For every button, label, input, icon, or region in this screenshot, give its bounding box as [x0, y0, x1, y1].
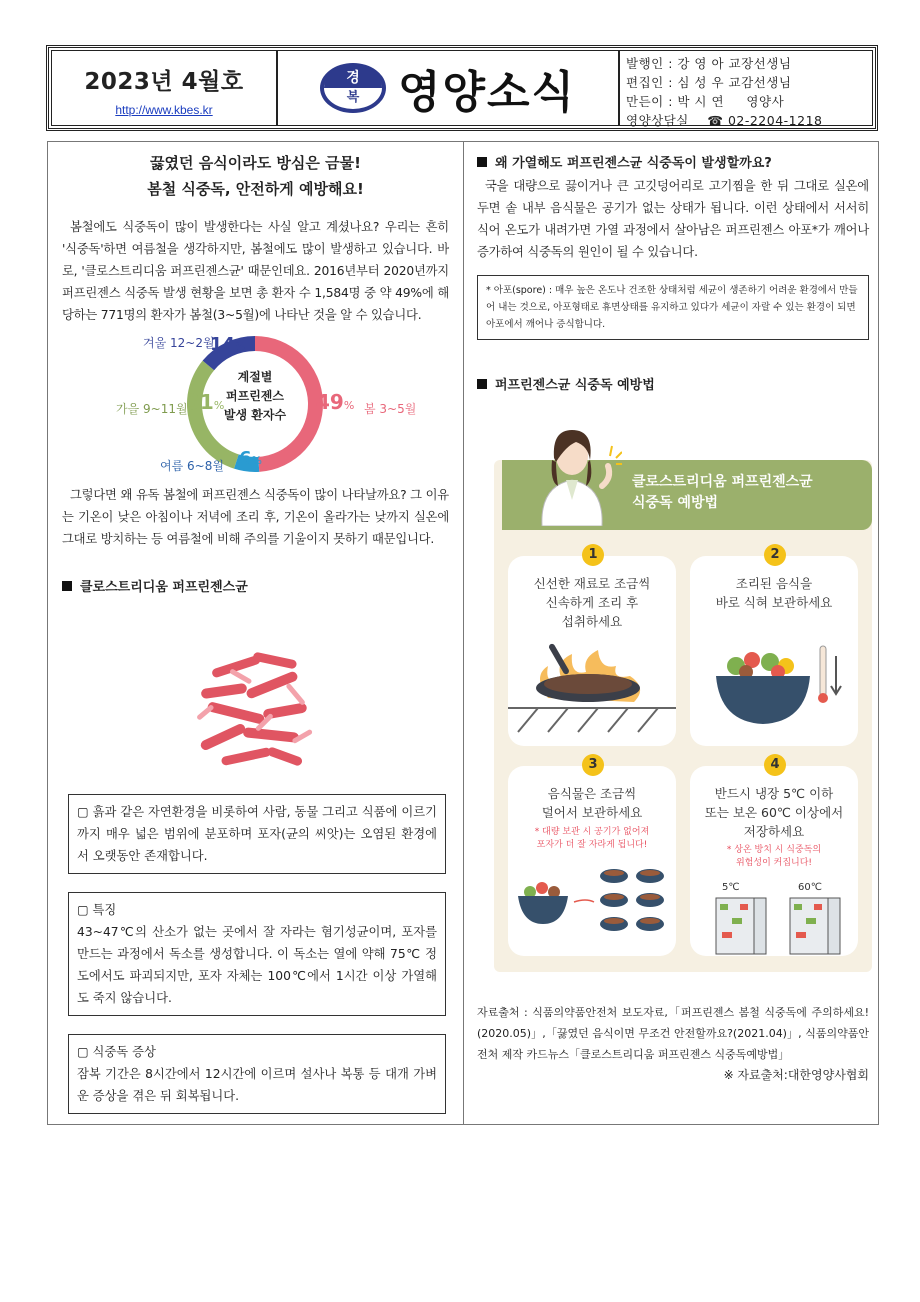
- why-paragraph: 그렇다면 왜 유독 봄철에 퍼프린젠스 식중독이 많이 나타날까요? 그 이유는 기온이 낮은 아침이나 저녁에 조리 후, 기온이 올라가는 낮까지 실온에 그대로 방치하는 등 여름철에 비해 주의를 기울이지 못하기 때문입니다.: [62, 488, 449, 546]
- tip-3-note-line-1: * 대량 보관 시 공기가 없어져: [534, 827, 650, 837]
- bacteria-illustration: [193, 648, 323, 778]
- bacteria-section-title-text: 클로스트리디움 퍼프린젠스균: [80, 580, 248, 595]
- winter-pct-unit: %: [235, 340, 246, 353]
- tip-1-line-2: 신속하게 조리 후: [545, 595, 639, 610]
- headline-line-2: 봄철 식중독, 안전하게 예방해요!: [147, 180, 364, 198]
- tip-2-line-1: 조리된 음식을: [735, 576, 813, 591]
- tip-4-line-2: 또는 보온 60℃ 이상에서: [704, 805, 844, 820]
- issue-date: 2023년 4월호: [84, 69, 244, 95]
- right-column: [477, 142, 869, 1082]
- tip-4-note-line-1: * 상온 방치 시 식중독의: [726, 845, 822, 855]
- logo-top-text: 경: [324, 67, 382, 88]
- tip-2-text: [690, 574, 858, 612]
- autumn-label: 가을 9~11월: [116, 402, 188, 416]
- autumn-pct-unit: %: [213, 399, 225, 412]
- newsletter-title: 영양소식: [397, 67, 576, 118]
- donut-center-line-3: 발생 환자수: [223, 408, 287, 422]
- tip-3-card: [508, 757, 676, 956]
- characteristics-title: ▢ 특징: [77, 903, 117, 917]
- summer-pct-unit: %: [251, 454, 262, 467]
- spring-label: 봄 3~5월: [364, 402, 417, 416]
- logo-bottom-text: 복: [346, 90, 360, 105]
- summer-pct-value: 6: [239, 448, 252, 469]
- hot-temp-label: 60℃: [798, 882, 822, 893]
- tip-3-note: [508, 826, 676, 852]
- heating-section-title: [477, 152, 869, 171]
- column-divider: [463, 142, 464, 1124]
- tip-2-number: 2: [764, 544, 786, 566]
- autumn-pct: [186, 390, 224, 414]
- tip-1-card: [508, 547, 676, 746]
- maker-line: 만든이 : 박 시 연 영양사: [626, 94, 785, 109]
- bacteria-section-title: [62, 576, 449, 595]
- heating-section-title-text: 왜 가열해도 퍼프린젠스균 식중독이 발생할까요?: [495, 156, 772, 171]
- symptoms-title: ▢ 식중독 증상: [77, 1045, 156, 1059]
- tip-1-text: [508, 574, 676, 631]
- headline: [62, 150, 449, 202]
- summer-label: 여름 6~8월: [160, 459, 224, 473]
- heating-paragraph: 국을 대량으로 끓이거나 큰 고깃덩어리로 고기찜을 한 뒤 그대로 실온에 두면 솥 내부 음식물은 공기가 없는 상태가 됩니다. 이런 상태에서 서서히 식어 온도가 내려가면 가열 과정에서 살아남은 퍼프린젠스 아포*가 깨어나 증가하여 식중독의 원인이 될 수 있습니다.: [477, 179, 869, 259]
- frying-pan-icon: [508, 636, 676, 746]
- source-credit: ※ 자료출처:대한영양사협회: [723, 1068, 869, 1082]
- tip-3-note-line-2: 포자가 더 잘 자라게 됩니다!: [536, 840, 648, 850]
- school-logo: [320, 63, 386, 113]
- spore-note-box: * 아포(spore) : 매우 높은 온도나 건조한 상태처럼 세균이 생존하기 어려운 환경에서 만들어 내는 것으로, 아포형태로 휴면상태를 유지하고 있다가 세균이 자랄 수 있는 환경이 되면 아포에서 깨어나 증식합니다.: [477, 275, 869, 340]
- tip-1-number: 1: [582, 544, 604, 566]
- card-title-line-1: 클로스트리디움 퍼프린젠스균: [632, 474, 813, 490]
- tip-3-number: 3: [582, 754, 604, 776]
- salad-bowl-thermometer-icon: [690, 636, 858, 736]
- prevention-section-title: [477, 374, 869, 393]
- divided-bowls-icon: [508, 862, 676, 952]
- counsel-label: 영양상담실: [626, 113, 689, 128]
- season-donut-chart: [62, 330, 449, 478]
- winter-pct: [210, 334, 246, 355]
- cold-temp-label: 5℃: [722, 882, 740, 893]
- counsel-line: [626, 111, 872, 130]
- newsletter-body: [47, 141, 879, 1125]
- tip-3-text: [508, 784, 676, 822]
- tip-3-line-1: 음식물은 조금씩: [547, 786, 637, 801]
- refrigerator-icon: [690, 894, 858, 958]
- spring-pct-unit: %: [343, 399, 355, 412]
- winter-pct-value: 14: [210, 334, 236, 355]
- tip-4-note-line-2: 위험성이 커집니다!: [735, 858, 813, 868]
- publisher-line: 발행인 : 강 영 아 교장선생님: [626, 56, 792, 71]
- source-block: [477, 1002, 869, 1086]
- counsel-phone: 02-2204-1218: [727, 113, 823, 128]
- tip-4-line-3: 저장하세요: [743, 824, 805, 839]
- tip-4-card: [690, 757, 858, 956]
- prevention-card: [494, 460, 872, 972]
- tip-4-line-1: 반드시 냉장 5℃ 이하: [714, 786, 834, 801]
- prevention-section-title-text: 퍼프린젠스균 식중독 예방법: [495, 378, 655, 393]
- newsletter-header: [46, 45, 878, 131]
- headline-line-1: 끓였던 음식이라도 방심은 금물!: [150, 154, 361, 172]
- title-cell: [278, 51, 620, 125]
- tip-2-line-2: 바로 식혀 보관하세요: [715, 595, 833, 610]
- source-text: 자료출처 : 식품의약품안전처 보도자료,「퍼프린젠스 봄철 식중독에 주의하세요!(2020.05)」,「끓였던 음식이면 무조건 안전할까요?(2021.04)」, 식품의약품안전처 제작 카드뉴스「클로스트리디움 퍼프린젠스 식중독예방법」: [477, 1006, 869, 1061]
- publisher-info: [620, 51, 872, 128]
- tip-4-text: [690, 784, 858, 841]
- doctor-illustration: [522, 416, 622, 526]
- editor-line: 편집인 : 심 성 우 교감선생님: [626, 75, 792, 90]
- spring-pct-value: 49: [316, 390, 344, 414]
- donut-center-line-1: 계절별: [237, 370, 273, 384]
- school-website-link[interactable]: http://www.kbes.kr: [115, 103, 213, 117]
- tip-3-line-2: 덜어서 보관하세요: [541, 805, 643, 820]
- card-title-line-2: 식중독 예방법: [632, 495, 719, 511]
- square-bullet-icon: [477, 379, 487, 389]
- phone-icon: ☎: [707, 113, 724, 128]
- tip-2-card: [690, 547, 858, 746]
- symptoms-box: [68, 1034, 446, 1114]
- tip-4-number: 4: [764, 754, 786, 776]
- intro-paragraph: 봄철에도 식중독이 많이 발생한다는 사실 알고 계셨나요? 우리는 흔히 '식중독'하면 여름철을 생각하지만, 봄철에도 많이 발생하고 있습니다. 바로, '클로스트리디움 퍼프린젠스균' 때문인데요. 2016년부터 2020년까지 퍼프린젠스 식중독 발생 현황을 보면 총 환자 수 1,584명 중 약 49%에 해당하는 771명의 환자가 봄철(3~5월)에 나타난 것을 알 수 있습니다.: [62, 220, 449, 322]
- tip-1-line-1: 신선한 재료로 조금씩: [533, 576, 651, 591]
- characteristics-text: 43~47℃의 산소가 없는 곳에서 잘 자라는 혐기성균이며, 포자를 만드는 과정에서 독소를 생성합니다. 이 독소는 열에 약해 75℃ 정도에서도 파괴되지만, 포자 자체는 100℃에서 1시간 이상 가열해도 죽지 않습니다.: [77, 925, 437, 1005]
- square-bullet-icon: [62, 581, 72, 591]
- autumn-pct-value: 31: [186, 390, 214, 414]
- donut-center-line-2: 퍼프린젠스: [226, 389, 284, 403]
- tip-1-line-3: 섭취하세요: [561, 614, 623, 629]
- symptoms-text: 잠복 기간은 8시간에서 12시간에 이르며 설사나 복통 등 대개 가벼운 증상을 겪은 뒤 회복됩니다.: [77, 1067, 437, 1103]
- bacteria-overview-box: ▢ 흙과 같은 자연환경을 비롯하여 사람, 동물 그리고 식품에 이르기까지 매우 넓은 범위에 분포하며 포자(균의 씨앗)는 오염된 환경에서 오랫동안 존재합니다.: [68, 794, 446, 874]
- square-bullet-icon: [477, 157, 487, 167]
- left-column: [62, 142, 449, 1103]
- winter-label: 겨울 12~2월: [143, 336, 215, 350]
- tip-4-note: [690, 844, 858, 870]
- spring-pct: [316, 390, 354, 414]
- issue-cell: [52, 51, 278, 125]
- characteristics-box: [68, 892, 446, 1016]
- summer-pct: [239, 448, 262, 469]
